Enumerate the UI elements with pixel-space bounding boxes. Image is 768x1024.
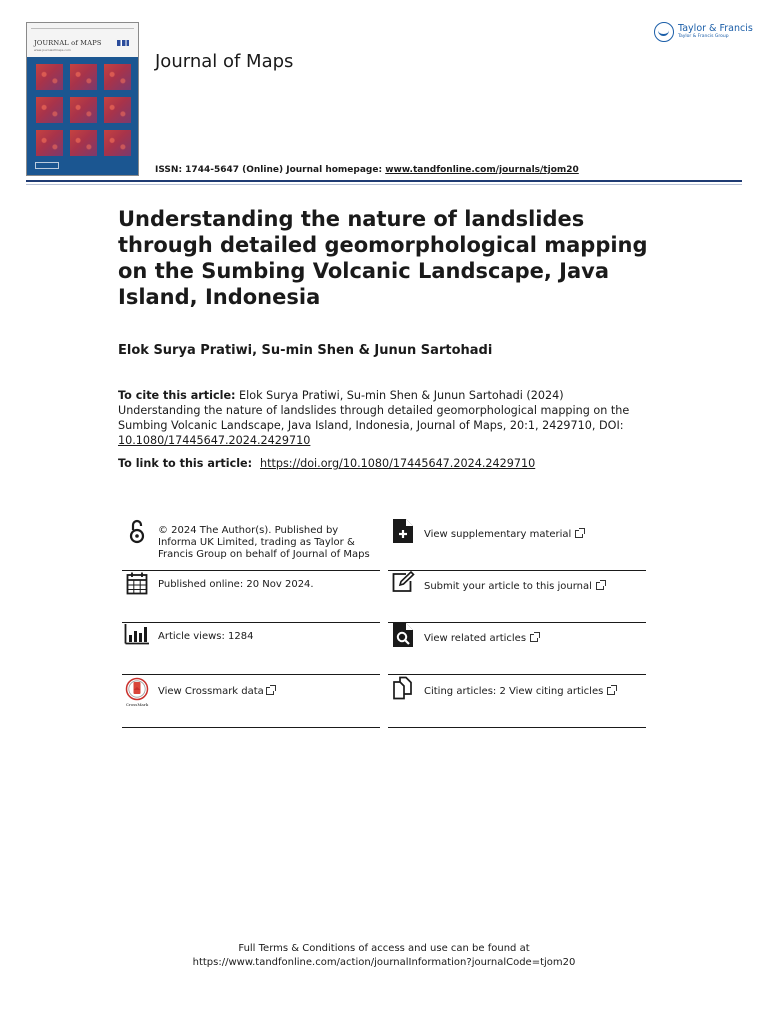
external-link-icon — [266, 687, 274, 695]
cover-small-print: www.journalofmaps.com — [34, 48, 71, 52]
cover-publisher-mark — [117, 40, 129, 46]
crossmark-logo-text: CrossMark — [125, 702, 149, 707]
citing-row[interactable] — [388, 676, 646, 728]
supplementary-text[interactable] — [418, 519, 583, 541]
submit-row[interactable] — [388, 571, 646, 623]
article-doi-link[interactable]: https://doi.org/10.1080/17445647.2024.2429710 — [260, 457, 536, 470]
calendar-icon — [122, 571, 152, 595]
publisher-logo-text — [678, 24, 753, 40]
issn-text: ISSN: 1744-5647 (Online) Journal homepage: — [155, 165, 386, 175]
crossmark-row[interactable] — [122, 676, 380, 728]
cover-top-rule — [31, 25, 134, 29]
license-row — [122, 519, 380, 571]
edit-icon — [388, 571, 418, 593]
article-link-label: To link to this article: — [118, 457, 256, 470]
article-link-line — [118, 457, 535, 470]
header-rule — [26, 180, 742, 182]
citing-text[interactable] — [418, 676, 615, 698]
open-access-icon — [122, 519, 152, 545]
cover-map-tile — [36, 130, 63, 156]
external-link-icon — [607, 687, 615, 695]
cover-map-tile — [104, 64, 131, 90]
related-text[interactable] — [418, 623, 538, 645]
search-document-icon — [388, 623, 418, 647]
citation-label: To cite this article: — [118, 389, 236, 402]
cover-map-tile — [36, 97, 63, 123]
publisher-logo-icon — [654, 22, 674, 42]
cover-map-tile — [104, 97, 131, 123]
views-row — [122, 623, 380, 675]
terms-line: Full Terms & Conditions of access and use can be found at — [238, 943, 530, 954]
cover-header — [27, 23, 138, 57]
add-document-icon — [388, 519, 418, 543]
related-row[interactable] — [388, 623, 646, 675]
crossmark-icon — [122, 676, 152, 708]
external-link-icon — [596, 582, 604, 590]
supplementary-row[interactable] — [388, 519, 646, 571]
cover-map-tile — [36, 64, 63, 90]
crossmark-link[interactable]: View Crossmark data — [158, 686, 264, 697]
bar-chart-icon — [122, 623, 152, 645]
related-articles-link[interactable]: View related articles — [424, 633, 527, 644]
citation-doi-link[interactable]: 10.1080/17445647.2024.2429710 — [118, 434, 311, 447]
cover-publisher-logo — [35, 162, 59, 169]
article-title: Understanding the nature of landslides through detailed geomorphological mapping on the Sumbing Volcanic Landscape, Java Island, Indonesia — [118, 207, 648, 309]
cover-map-tile — [70, 130, 97, 156]
publisher-logo[interactable] — [654, 22, 753, 42]
published-row — [122, 571, 380, 623]
citation-text: Elok Surya Pratiwi, Su-min Shen & Junun Sartohadi (2024) Understanding the nature of landslides through detailed geomorphological mapping on the Sumbing Volcanic Landscape, Java Island, Indonesia, Journal of Maps, 20:1, 2429710, DOI: — [118, 389, 630, 432]
license-text: © 2024 The Author(s). Published by Informa UK Limited, trading as Taylor & Francis Group on behalf of Journal of Maps — [158, 525, 370, 560]
supplementary-link[interactable]: View supplementary material — [424, 529, 572, 540]
terms-url[interactable]: https://www.tandfonline.com/action/journalInformation?journalCode=tjom20 — [192, 957, 576, 968]
external-link-icon — [575, 530, 583, 538]
citing-articles-link[interactable]: Citing articles: 2 View citing articles — [424, 686, 604, 697]
header-rule-thin — [26, 184, 742, 185]
submit-article-link[interactable]: Submit your article to this journal — [424, 581, 592, 592]
cover-map-tile — [70, 97, 97, 123]
journal-cover-image — [26, 22, 139, 176]
external-link-icon — [530, 634, 538, 642]
cover-map-tile — [104, 130, 131, 156]
publisher-group: Taylor & Francis Group — [678, 34, 729, 39]
crossmark-text[interactable] — [152, 676, 274, 698]
cover-journal-title: JOURNAL of MAPS — [34, 39, 102, 47]
terms-footer — [0, 942, 768, 970]
published-date: Published online: 20 Nov 2024. — [158, 579, 314, 590]
citing-documents-icon — [388, 676, 418, 700]
journal-homepage-link[interactable]: www.tandfonline.com/journals/tjom20 — [385, 165, 579, 175]
issn-line — [155, 165, 579, 175]
cover-map-tile — [70, 64, 97, 90]
publisher-name: Taylor & Francis — [678, 23, 753, 34]
article-views: Article views: 1284 — [158, 631, 254, 642]
article-authors: Elok Surya Pratiwi, Su-min Shen & Junun Sartohadi — [118, 343, 493, 358]
citation-block — [118, 388, 648, 448]
submit-text[interactable] — [418, 571, 604, 593]
journal-name: Journal of Maps — [155, 51, 294, 72]
